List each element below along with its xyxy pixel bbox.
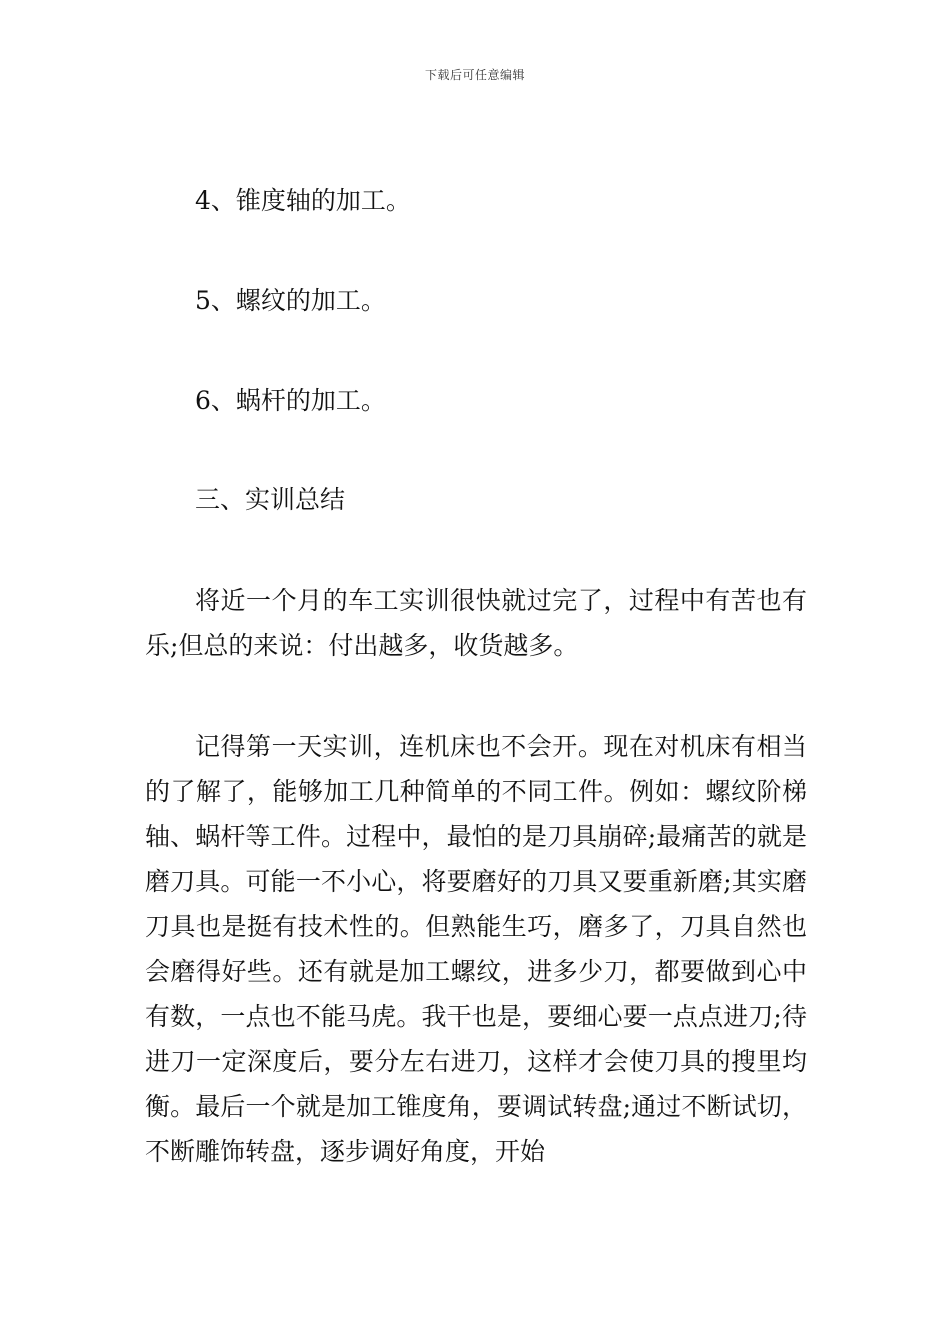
- list-item-worm: 6、蜗杆的加工。: [195, 386, 386, 415]
- paragraph-experience: 记得第一天实训，连机床也不会开。现在对机床有相当的了解了，能够加工几种简单的不同工件。例如：螺纹阶梯轴、蜗杆等工件。过程中，最怕的是刀具崩碎;最痛苦的就是磨刀具。可能一不小心，将要磨好的刀具又要重新磨;其实磨刀具也是挺有技术性的。但熟能生巧，磨多了，刀具自然也会磨得好些。还有就是加工螺纹，进多少刀，都要做到心中有数，一点也不能马虎。我干也是，要细心要一点点进刀;待进刀一定深度后，要分左右进刀，这样才会使刀具的搜里均衡。最后一个就是加工锥度角，要调试转盘;通过不断试切，不断雕饰转盘，逐步调好角度，开始: [145, 732, 807, 1166]
- list-item-tapered-shaft: 4、锥度轴的加工。: [195, 186, 411, 215]
- list-item-thread: 5、螺纹的加工。: [195, 286, 386, 315]
- paragraph-summary: 将近一个月的车工实训很快就过完了，过程中有苦也有乐;但总的来说：付出越多，收货越多。: [145, 586, 807, 660]
- page-header: 下载后可任意编辑: [424, 68, 525, 82]
- section-title: 三、实训总结: [195, 485, 346, 514]
